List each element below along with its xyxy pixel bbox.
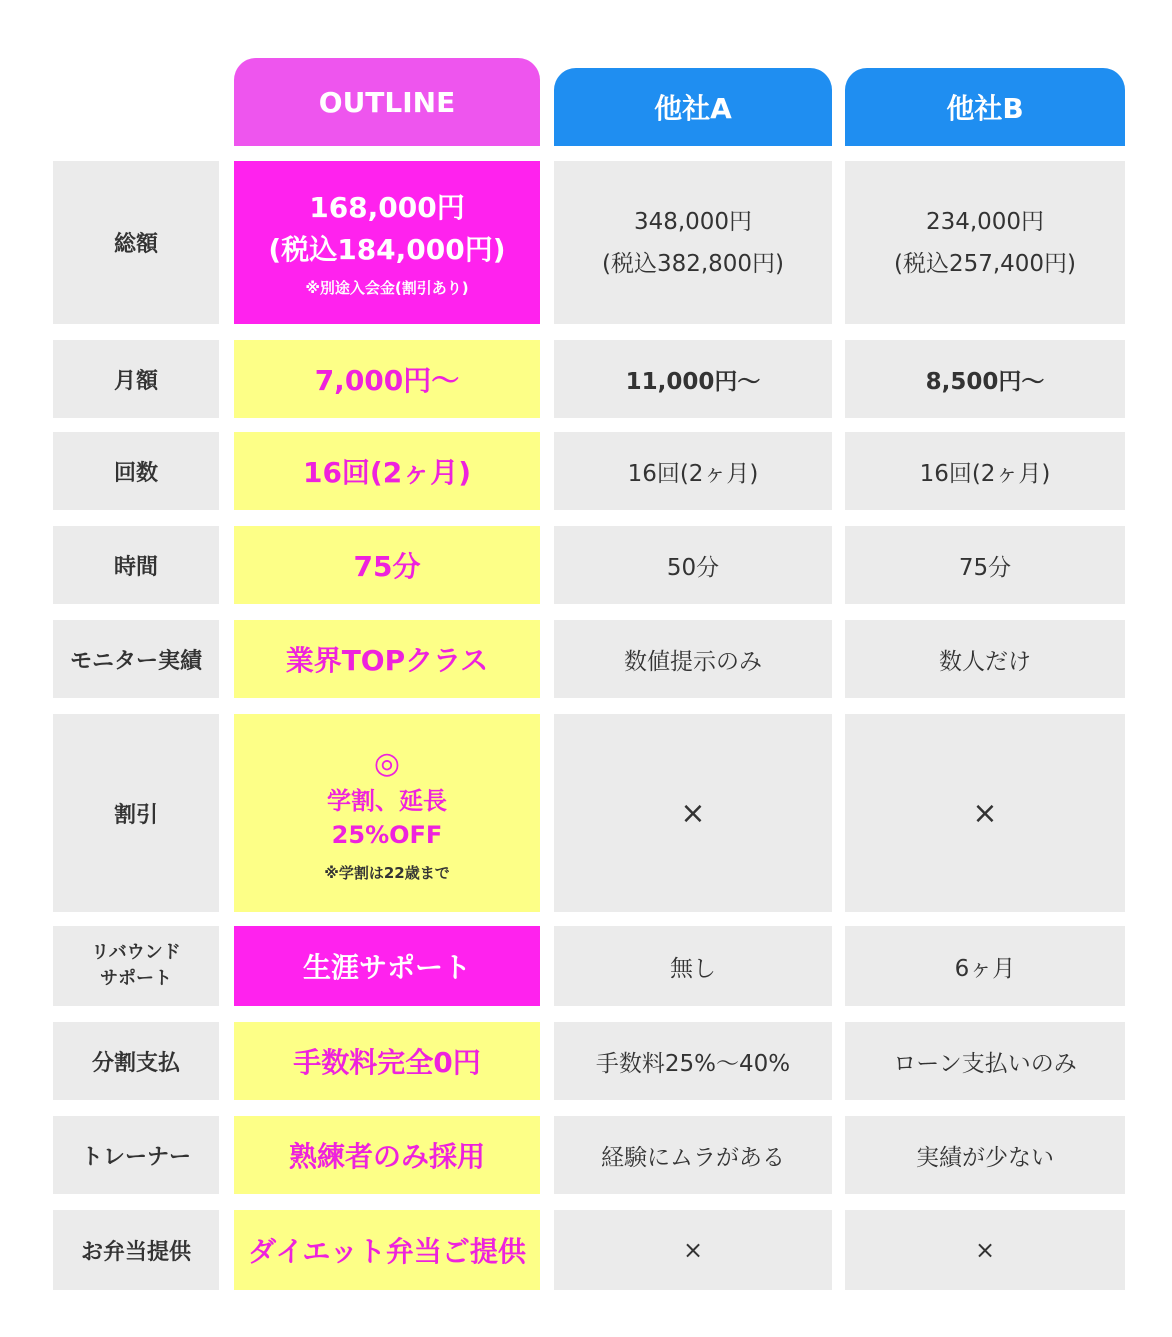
outline-discount-line2: 25%OFF	[331, 820, 443, 849]
company-b-total	[845, 161, 1125, 324]
outline-trainer	[234, 1116, 540, 1194]
cross-icon: ×	[682, 1236, 704, 1264]
cross-icon: ×	[972, 795, 998, 831]
label-trainer	[53, 1116, 219, 1194]
company-b-trainer	[845, 1116, 1125, 1194]
outline-monitor-text: 業界TOPクラス	[285, 644, 489, 677]
row-trainer	[53, 1116, 1125, 1194]
company-a-installment	[554, 1022, 832, 1100]
row-monthly	[53, 340, 1125, 418]
row-discount	[53, 714, 1125, 912]
header-company-b	[845, 68, 1125, 146]
outline-discount-line1: 学割、延長	[327, 786, 447, 815]
company-b-total-tax: (税込257,400円)	[893, 250, 1077, 277]
company-a-rebound	[554, 926, 832, 1006]
outline-rebound	[234, 926, 540, 1006]
label-rebound	[53, 926, 219, 1006]
company-b-time-text: 75分	[958, 554, 1012, 581]
company-a-total-tax: (税込382,800円)	[601, 250, 785, 277]
company-b-monthly-text: 8,500円〜	[925, 368, 1045, 395]
label-trainer-text: トレーナー	[80, 1144, 191, 1170]
outline-count	[234, 432, 540, 510]
label-installment-text: 分割支払	[91, 1050, 180, 1076]
label-bento	[53, 1210, 219, 1290]
company-a-monthly-text: 11,000円〜	[625, 368, 761, 395]
row-installment	[53, 1022, 1125, 1100]
label-rebound-line2: サポート	[100, 968, 172, 989]
company-b-monthly	[845, 340, 1125, 418]
label-bento-text: お弁当提供	[80, 1239, 191, 1265]
outline-trainer-text: 熟練者のみ採用	[288, 1140, 485, 1173]
row-rebound	[53, 926, 1125, 1006]
cross-icon: ×	[680, 795, 706, 831]
company-b-total-price: 234,000円	[925, 208, 1045, 235]
row-time	[53, 526, 1125, 604]
company-b-monitor	[845, 620, 1125, 698]
company-b-discount	[845, 714, 1125, 912]
label-rebound-line1: リバウンド	[91, 942, 181, 963]
label-total-text: 総額	[113, 232, 158, 257]
outline-rebound-text: 生涯サポート	[302, 951, 471, 984]
label-monitor	[53, 620, 219, 698]
outline-installment	[234, 1022, 540, 1100]
company-a-discount	[554, 714, 832, 912]
outline-discount-note: ※学割は22歳まで	[324, 863, 450, 882]
outline-bento-text: ダイエット弁当ご提供	[248, 1235, 526, 1268]
company-a-count-text: 16回(2ヶ月)	[627, 460, 759, 487]
company-a-count	[554, 432, 832, 510]
label-installment	[53, 1022, 219, 1100]
header-outline-label: OUTLINE	[318, 85, 456, 119]
outline-time	[234, 526, 540, 604]
header-company-a	[554, 68, 832, 146]
cross-icon: ×	[974, 1236, 996, 1264]
company-a-installment-text: 手数料25%〜40%	[595, 1050, 791, 1077]
outline-bento	[234, 1210, 540, 1290]
company-a-monitor-text: 数値提示のみ	[624, 648, 762, 675]
company-b-installment-text: ローン支払いのみ	[893, 1050, 1077, 1077]
company-b-rebound	[845, 926, 1125, 1006]
company-a-time	[554, 526, 832, 604]
outline-installment-text: 手数料完全0円	[293, 1046, 481, 1079]
header-company-b-label: 他社B	[946, 92, 1024, 125]
company-b-installment	[845, 1022, 1125, 1100]
company-b-time	[845, 526, 1125, 604]
company-b-count-text: 16回(2ヶ月)	[919, 460, 1051, 487]
label-count	[53, 432, 219, 510]
header-outline	[234, 58, 540, 146]
row-monitor	[53, 620, 1125, 698]
label-total	[53, 161, 219, 324]
company-a-monitor	[554, 620, 832, 698]
label-time-text: 時間	[113, 554, 158, 580]
row-bento	[53, 1210, 1125, 1290]
row-total	[53, 161, 1125, 324]
company-b-count	[845, 432, 1125, 510]
company-a-monthly	[554, 340, 832, 418]
company-b-bento	[845, 1210, 1125, 1290]
label-discount	[53, 714, 219, 912]
company-b-trainer-text: 実績が少ない	[916, 1144, 1054, 1171]
label-time	[53, 526, 219, 604]
company-a-bento	[554, 1210, 832, 1290]
label-monthly-text: 月額	[113, 368, 158, 394]
company-a-total	[554, 161, 832, 324]
company-a-time-text: 50分	[666, 554, 720, 581]
outline-monitor	[234, 620, 540, 698]
outline-monthly-text: 7,000円〜	[314, 364, 460, 397]
outline-monthly	[234, 340, 540, 418]
double-circle-icon: ◎	[373, 745, 401, 781]
company-a-trainer-text: 経験にムラがある	[601, 1144, 785, 1171]
outline-total-note: ※別途入会金(割引あり)	[305, 279, 469, 297]
outline-discount	[234, 714, 540, 912]
label-discount-text: 割引	[113, 802, 158, 828]
company-a-trainer	[554, 1116, 832, 1194]
outline-total-tax: (税込184,000円)	[268, 233, 506, 266]
label-count-text: 回数	[113, 460, 158, 486]
row-count	[53, 432, 1125, 510]
outline-time-text: 75分	[353, 550, 421, 583]
label-monitor-text: モニター実績	[69, 648, 202, 674]
company-a-rebound-text: 無し	[670, 955, 716, 982]
company-b-rebound-text: 6ヶ月	[954, 955, 1016, 982]
company-a-total-price: 348,000円	[633, 208, 753, 235]
outline-total-price: 168,000円	[309, 191, 465, 224]
label-monthly	[53, 340, 219, 418]
company-b-monitor-text: 数人だけ	[939, 648, 1031, 675]
outline-count-text: 16回(2ヶ月)	[302, 456, 472, 489]
header-company-a-label: 他社A	[654, 92, 732, 125]
outline-total	[234, 161, 540, 324]
